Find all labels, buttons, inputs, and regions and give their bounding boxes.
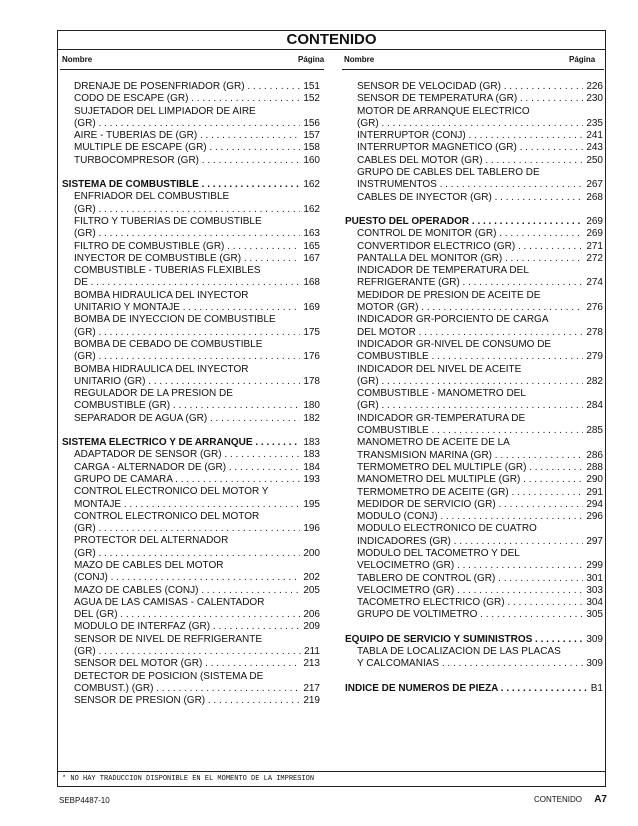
toc-entry-page: 206 [303,609,320,621]
toc-entry[interactable] [345,327,603,339]
toc-entry-page: 226 [586,81,603,92]
toc-entry[interactable] [62,499,320,511]
toc-entry[interactable] [62,597,320,609]
left-header-rule [60,69,324,70]
toc-entry[interactable] [345,400,603,412]
toc-entry[interactable] [62,314,320,326]
toc-entry-page: 169 [303,302,320,314]
toc-entry-title: REGULADOR DE LA PRESION DE [74,388,233,400]
right-name-header: Nombre [344,55,375,64]
section-gap [345,204,603,216]
toc-entry[interactable] [345,376,603,388]
toc-entry[interactable] [62,683,320,695]
toc-entry-page: B1 [590,682,603,694]
toc-entry[interactable] [345,81,603,93]
section-gap [345,671,603,683]
toc-entry-page: 195 [303,498,320,510]
toc-entry-title: BOMBA HIDRÁULICA DEL INYECTOR [74,289,249,301]
toc-entry-title: (GR) . . . [345,400,583,412]
toc-entry-page: 178 [303,375,320,387]
toc-entry-title: MOTOR DE ARRANQUE ELÉCTRICO [357,105,530,117]
toc-entry-title: SENSOR DE VELOCIDAD (GR) . . . [345,81,583,93]
section-gap [345,622,603,634]
toc-entry-title: EQUIPO DE SERVICIO Y SUMINISTROS . . . [345,634,583,646]
toc-entry-page: 202 [303,572,320,584]
toc-entry-title: Y CALCOMANÍAS . . . [345,658,583,670]
toc-entry[interactable] [345,106,603,118]
right-page-header: Página [569,55,596,64]
toc-entry-title: INYECTOR DE COMBUSTIBLE (GR) . . . [62,253,300,265]
toc-entry-title: TRANSMISIÓN MARINA (GR) . . . [345,450,583,462]
toc-entry[interactable] [62,339,320,351]
toc-entry-title: ADAPTADOR DE SENSOR (GR) . . . [62,449,300,461]
toc-entry[interactable] [62,535,320,547]
toc-entry-page: 291 [586,486,603,498]
toc-entry-page: 180 [303,400,320,412]
toc-entry[interactable] [62,548,320,560]
toc-entry[interactable] [345,646,603,658]
toc-entry-title: SEPARADOR DE AGUA (GR) . . . [62,413,300,425]
toc-entry-page: 269 [586,215,603,227]
toc-entry[interactable] [345,609,603,621]
toc-entry-page: 288 [586,461,603,473]
toc-entry[interactable] [62,155,320,167]
toc-entry-page: 269 [586,228,603,240]
toc-entry[interactable] [345,474,603,486]
toc-entry-title: VELOCÍMETRO (GR) . . . [345,560,583,572]
toc-entry[interactable] [62,413,320,425]
toc-entry-title: CONTROL ELECTRÓNICO DEL MOTOR [74,510,260,522]
toc-entry-title: MEDIDOR DE PRESION DE ACEITE DE [357,289,541,301]
toc-entry[interactable] [345,155,603,167]
toc-entry-page: 183 [303,449,320,461]
toc-entry-page: 305 [586,609,603,621]
toc-entry-title: (CONJ) . . . [62,572,300,584]
toc-entry[interactable] [345,241,603,253]
toc-entry-page: 272 [586,252,603,264]
toc-entry-title: GRUPO DE CABLES DEL TABLERO DE [357,167,540,179]
toc-entry-title: MAZO DE CABLES (CONJ) . . . [62,585,300,597]
toc-entry-title: DRENAJE DE POSENFRIADOR (GR) . . . [62,81,300,93]
toc-entry-title: SUJETADOR DEL LIMPIADOR DE AIRE [74,105,256,117]
toc-entry-page: 193 [303,473,320,485]
toc-entry-title: (GR) . . . [62,228,300,240]
toc-entry-title: CABLES DE INYECTOR (GR) . . . [345,192,583,204]
toc-entry[interactable] [62,474,320,486]
toc-entry[interactable] [62,253,320,265]
toc-entry-page: 286 [586,449,603,461]
toc-entry-title: PUESTO DEL OPERADOR . . . [345,216,583,228]
toc-entry[interactable] [62,81,320,93]
toc-entry-title: FILTRO Y TUBERÍAS DE COMBUSTIBLE [74,215,262,227]
toc-entry-title: INDICADOR GR-NIVEL DE CONSUMO DE [357,338,552,350]
toc-entry[interactable] [345,130,603,142]
document-code: SEBP4487-10 [59,796,110,805]
toc-section-heading[interactable] [345,683,603,695]
toc-entry-title: INTERRUPTOR MAGNÉTICO (GR) . . . [345,142,583,154]
toc-entry[interactable] [345,487,603,499]
toc-entry[interactable] [345,573,603,585]
toc-entry[interactable] [62,634,320,646]
toc-entry-title: BOMBA DE CEBADO DE COMBUSTIBLE [74,338,263,350]
toc-entry[interactable] [345,142,603,154]
toc-entry[interactable] [62,93,320,105]
toc-entry-title: CONVERTIDOR ELÉCTRICO (GR) . . . [345,241,583,253]
toc-entry[interactable] [345,597,603,609]
toc-entry[interactable] [62,327,320,339]
toc-entry[interactable] [62,646,320,658]
toc-entry-title: MÓDULO (CONJ) . . . [345,511,583,523]
right-column [345,81,603,695]
toc-entry-page: 250 [586,154,603,166]
toc-entry[interactable] [62,118,320,130]
toc-entry-title: INDICADOR DE TEMPERATURA DEL [357,265,529,277]
toc-entry-title: MANÓMETRO DE ACEITE DE LA [357,437,510,449]
toc-entry-title: COMBUSTIBLE - MANÓMETRO DEL [357,388,526,400]
section-gap [62,167,320,179]
toc-entry-page: 213 [303,658,320,670]
toc-entry-title: SENSOR DEL MOTOR (GR) . . . [62,658,300,670]
toc-entry[interactable] [62,609,320,621]
toc-entry-title: REFRIGERANTE (GR) . . . [345,277,583,289]
toc-entry-title: INDICADOR DEL NIVEL DE ACEITE [357,363,522,375]
toc-entry-title: COMBUST.) (GR) . . . [62,683,300,695]
toc-entry[interactable] [62,265,320,277]
toc-entry-title: (GR) . . . [62,204,300,216]
toc-entry[interactable] [62,191,320,203]
toc-entry[interactable] [62,376,320,388]
toc-entry-page: 167 [303,252,320,264]
toc-entry-title: TABLERO DE CONTROL (GR) . . . [345,573,583,585]
footnote-rule [58,771,605,772]
toc-entry-title: AGUA DE LAS CAMISAS - CALENTADOR [74,596,265,608]
toc-entry-title: DEL MOTOR . . . [345,327,583,339]
toc-entry-title: (GR) . . . [62,118,300,130]
footer-section [534,794,607,805]
toc-entry-title: (GR) . . . [62,548,300,560]
left-page-header: Página [298,55,325,64]
toc-entry[interactable] [62,228,320,240]
toc-entry-page: 294 [586,498,603,510]
toc-entry[interactable] [345,277,603,289]
toc-entry-page: 235 [586,117,603,129]
toc-entry[interactable] [345,179,603,191]
toc-entry[interactable] [345,118,603,130]
toc-entry-title: DE . . . [62,277,300,289]
toc-entry[interactable] [345,302,603,314]
toc-entry-title: TACÓMETRO ELÉCTRICO (GR) . . . [345,597,583,609]
toc-entry-page: 230 [586,93,603,105]
toc-entry-page: 182 [303,412,320,424]
toc-entry[interactable] [345,462,603,474]
toc-entry-title: INDICE DE NUMEROS DE PIEZA . . . [345,683,588,695]
toc-entry[interactable] [345,339,603,351]
toc-entry-page: 243 [586,142,603,154]
toc-entry[interactable] [345,523,603,535]
toc-entry-title: TERMÓMETRO DE ACEITE (GR) . . . [345,487,583,499]
toc-entry-title: PROTECTOR DEL ALTERNADOR [74,535,229,547]
toc-entry-title: VELOCÍMETRO (GR) . . . [345,585,583,597]
toc-entry-page: 268 [586,191,603,203]
toc-entry-page: 299 [586,560,603,572]
toc-entry[interactable] [62,658,320,670]
toc-entry-page: 209 [303,621,320,633]
toc-entry-title: (GR) . . . [62,646,301,658]
toc-entry-title: SENSOR DE TEMPERATURA (GR) . . . [345,93,583,105]
toc-entry[interactable] [345,658,603,670]
toc-entry-page: 301 [586,572,603,584]
toc-entry-page: 205 [303,584,320,596]
toc-entry-title: SISTEMA DE COMBUSTIBLE . . . [62,179,300,191]
toc-entry-title: DEL (GR) . . . [62,609,300,621]
toc-entry[interactable] [62,241,320,253]
toc-entry-title: AIRE - TUBERÍAS DE (GR) . . . [62,130,300,142]
toc-entry-title: INDICADOR GR-TEMPERATURA DE [357,412,526,424]
toc-entry[interactable] [345,253,603,265]
toc-entry-page: 219 [303,695,320,707]
toc-entry[interactable] [345,560,603,572]
toc-entry-title: CODO DE ESCAPE (GR) . . . [62,93,300,105]
toc-entry-title: MOTOR (GR) . . . [345,302,583,314]
toc-entry-title: INDICADORES (GR) . . . [345,536,583,548]
toc-entry-page: 304 [586,597,603,609]
toc-entry-title: INDICADOR GR-PORCIENTO DE CARGA [357,314,549,326]
toc-entry-page: 152 [303,93,320,105]
toc-entry-page: 290 [586,474,603,486]
toc-entry-title: DETECTOR DE POSICIÓN (SISTEMA DE [74,670,264,682]
toc-entry[interactable] [345,167,603,179]
toc-entry[interactable] [62,400,320,412]
page-number: A7 [594,794,607,805]
toc-entry-title: UNITARIO (GR) . . . [62,376,300,388]
toc-entry-page: 157 [303,130,320,142]
toc-entry-page: 296 [586,511,603,523]
toc-entry-title: UNITARIO Y MONTAJE . . . [62,302,300,314]
toc-entry-title: COMBUSTIBLE . . . [345,425,583,437]
toc-entry-title: INSTRUMENTOS . . . [345,179,583,191]
toc-entry-page: 241 [586,130,603,142]
toc-entry-page: 175 [303,326,320,338]
toc-entry[interactable] [62,204,320,216]
toc-section-heading[interactable] [62,179,320,191]
footer-section-label: CONTENIDO [533,795,582,804]
toc-entry[interactable] [345,364,603,376]
toc-entry-page: 309 [586,633,603,645]
toc-entry-title: BOMBA HIDRÁULICA DEL INYECTOR [74,363,249,375]
toc-entry[interactable] [345,314,603,326]
toc-entry-page: 309 [586,658,603,670]
toc-entry-title: PANTALLA DEL MONITOR (GR) . . . [345,253,583,265]
toc-entry-page: 196 [303,523,320,535]
toc-entry-page: 278 [586,326,603,338]
toc-entry[interactable] [345,351,603,363]
toc-entry-page: 183 [303,437,320,449]
toc-entry-page: 303 [586,584,603,596]
toc-entry-page: 274 [586,277,603,289]
toc-entry[interactable] [62,351,320,363]
toc-entry-page: 217 [303,682,320,694]
toc-entry-page: 165 [303,240,320,252]
toc-entry-page: 162 [303,179,320,191]
toc-entry[interactable] [62,671,320,683]
page-title: CONTENIDO [58,31,605,50]
toc-entry-page: 279 [586,351,603,363]
toc-entry-page: 267 [586,179,603,191]
toc-entry-title: (GR) . . . [62,351,300,363]
toc-entry-title: (GR) . . . [345,118,583,130]
footnote: * NO HAY TRADUCCION DISPONIBLE EN EL MOMENTO DE LA IMPRESION [62,775,315,783]
toc-entry-title: SENSOR DE PRESIÓN (GR) . . . [62,695,300,707]
toc-entry-title: COMBUSTIBLE . . . [345,351,583,363]
toc-entry-title: CONTROL DE MONITOR (GR) . . . [345,228,583,240]
toc-entry-page: 163 [303,228,320,240]
toc-entry-title: MÓDULO DE INTERFAZ (GR) . . . [62,621,300,633]
toc-entry-title: CONTROL ELECTRÓNICO DEL MOTOR Y [74,486,269,498]
section-gap [62,425,320,437]
toc-entry[interactable] [345,192,603,204]
toc-entry-title: TERMOMETRO DEL MULTIPLE (GR) . . . [345,462,583,474]
toc-entry[interactable] [345,536,603,548]
toc-entry-page: 158 [303,142,320,154]
toc-section-heading[interactable] [345,634,603,646]
toc-section-heading[interactable] [62,437,320,449]
toc-entry[interactable] [345,228,603,240]
toc-entry[interactable] [62,560,320,572]
toc-entry-title: MODULO ELECTRÓNICO DE CUATRO [357,523,537,535]
toc-entry-title: COMBUSTIBLE (GR) . . . [62,400,300,412]
toc-entry[interactable] [62,290,320,302]
right-header-rule [342,69,604,70]
toc-entry-page: 282 [586,375,603,387]
toc-entry-page: 176 [303,351,320,363]
toc-entry[interactable] [62,486,320,498]
toc-entry[interactable] [62,106,320,118]
toc-entry[interactable] [62,449,320,461]
toc-entry[interactable] [345,265,603,277]
toc-entry-title: MEDIDOR DE SERVICIO (GR) . . . [345,499,583,511]
toc-entry[interactable] [345,499,603,511]
toc-entry-title: MAZO DE CABLES DEL MOTOR [74,559,224,571]
toc-entry-title: INTERRUPTOR (CONJ) . . . [345,130,583,142]
toc-entry[interactable] [62,523,320,535]
toc-entry-title: GRUPO DE VOLTIMETRO . . . [345,609,583,621]
toc-entry-page: 160 [303,154,320,166]
toc-entry-page: 168 [303,277,320,289]
toc-entry-page: 200 [303,547,320,559]
toc-entry-page: 184 [303,461,320,473]
toc-entry-title: TABLA DE LOCALIZACIÓN DE LAS PLACAS [357,646,561,658]
toc-entry-page: 285 [586,425,603,437]
toc-entry[interactable] [62,364,320,376]
toc-entry-title: MÓDULO DEL TACÓMETRO Y DEL [357,547,520,559]
toc-entry-title: MANOMETRO DEL MULTIPLE (GR) . . . [345,474,583,486]
left-name-header: Nombre [62,55,93,64]
toc-entry-title: MÚLTIPLE DE ESCAPE (GR) . . . [62,142,300,154]
toc-section-heading[interactable] [345,216,603,228]
toc-entry[interactable] [62,216,320,228]
toc-entry[interactable] [345,585,603,597]
toc-entry-title: COMBUSTIBLE - TUBERIAS FLEXIBLES [74,265,261,277]
toc-entry-title: GRUPO DE CÁMARA . . . [62,474,300,486]
toc-entry-title: CARGA - ALTERNADOR DE (GR) . . . [62,462,300,474]
toc-entry-page: 297 [586,535,603,547]
toc-entry[interactable] [62,511,320,523]
toc-entry-page: 162 [303,203,320,215]
toc-entry[interactable] [62,462,320,474]
toc-entry-page: 271 [586,240,603,252]
toc-entry-title: MONTAJE . . . [62,499,300,511]
toc-entry-page: 211 [304,646,320,658]
toc-entry-title: CABLES DEL MOTOR (GR) . . . [345,155,583,167]
toc-entry-title: FILTRO DE COMBUSTIBLE (GR) . . . [62,241,300,253]
toc-entry-title: SISTEMA ELECTRICO Y DE ARRANQUE . . . [62,437,300,449]
toc-entry-title: TURBOCOMPRESOR (GR) . . . [62,155,300,167]
toc-entry[interactable] [345,425,603,437]
toc-entry[interactable] [345,437,603,449]
contents-frame [57,30,606,787]
toc-entry[interactable] [345,413,603,425]
toc-entry-page: 151 [303,81,320,92]
toc-entry[interactable] [62,585,320,597]
toc-entry[interactable] [62,302,320,314]
toc-entry-title: SENSOR DE NIVEL DE REFRIGERANTE [74,633,262,645]
left-column [62,81,320,708]
toc-entry-title: (GR) . . . [62,523,300,535]
toc-entry[interactable] [345,450,603,462]
toc-entry[interactable] [62,572,320,584]
toc-entry[interactable] [345,511,603,523]
toc-entry[interactable] [62,621,320,633]
toc-entry[interactable] [62,142,320,154]
toc-entry-title: ENFRIADOR DEL COMBUSTIBLE [74,191,230,203]
toc-entry[interactable] [345,290,603,302]
toc-entry[interactable] [345,548,603,560]
toc-entry-page: 156 [303,117,320,129]
toc-entry-page: 276 [586,302,603,314]
toc-entry-page: 284 [586,400,603,412]
toc-entry-title: (GR) . . . [62,327,300,339]
toc-entry[interactable] [62,695,320,707]
toc-entry[interactable] [345,388,603,400]
toc-entry-title: BOMBA DE INYECCIÓN DE COMBUSTIBLE [74,314,276,326]
toc-entry[interactable] [345,93,603,105]
toc-entry[interactable] [62,388,320,400]
toc-entry[interactable] [62,277,320,289]
toc-entry-title: (GR) . . . [345,376,583,388]
toc-entry[interactable] [62,130,320,142]
